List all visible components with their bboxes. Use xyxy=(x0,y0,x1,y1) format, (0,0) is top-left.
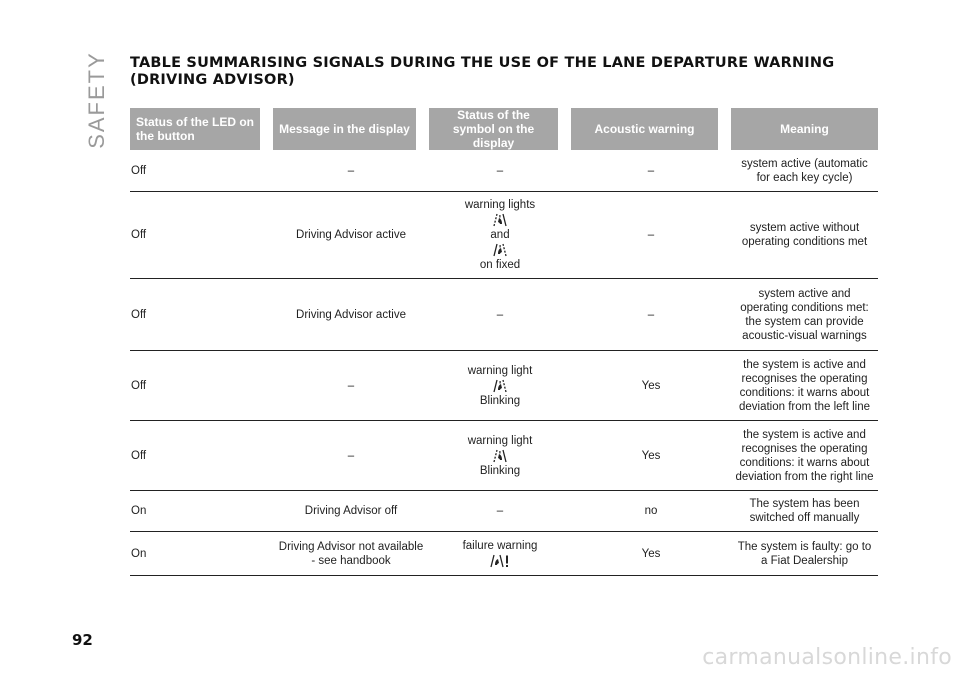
cell-led-status: Off xyxy=(130,421,273,491)
cell-symbol-status xyxy=(429,279,571,351)
symbol-text: Blinking xyxy=(479,464,521,477)
cell-symbol-status xyxy=(429,532,571,576)
header-message: Message in the display xyxy=(273,108,429,150)
cell-message: Driving Advisor not available - see handbook xyxy=(273,532,429,576)
cell-symbol-status xyxy=(429,421,571,491)
lane-left-icon xyxy=(493,243,507,257)
cell-acoustic-warning: Yes xyxy=(571,532,731,576)
cell-acoustic-warning: Yes xyxy=(571,421,731,491)
page-number: 92 xyxy=(72,631,93,649)
symbol-text: warning light xyxy=(467,364,533,377)
cell-acoustic-warning: Yes xyxy=(571,351,731,421)
cell-message: – xyxy=(273,421,429,491)
signals-table xyxy=(130,108,878,576)
table-row xyxy=(130,532,878,576)
cell-meaning: The system is faulty: go to a Fiat Dealership xyxy=(731,532,878,576)
cell-led-status: Off xyxy=(130,351,273,421)
cell-message: Driving Advisor active xyxy=(273,192,429,279)
symbol-text: and xyxy=(490,229,510,241)
header-symbol-status: Status of the symbol on the display xyxy=(429,108,571,150)
cell-meaning: system active (automatic for each key cycle) xyxy=(731,150,878,192)
page-title: TABLE SUMMARISING SIGNALS DURING THE USE OF THE LANE DEPARTURE WARNING (DRIVING ADVISOR) xyxy=(130,55,835,88)
cell-message: – xyxy=(273,351,429,421)
cell-meaning: the system is active and recognises the operating conditions: it warns about deviation from the left line xyxy=(731,351,878,421)
cell-led-status: Off xyxy=(130,150,273,192)
cell-acoustic-warning: – xyxy=(571,192,731,279)
cell-symbol-status xyxy=(429,150,571,192)
cell-meaning: The system has been switched off manually xyxy=(731,491,878,532)
table-row xyxy=(130,351,878,421)
table-row xyxy=(130,192,878,279)
symbol-text: – xyxy=(496,505,504,517)
cell-acoustic-warning: – xyxy=(571,279,731,351)
cell-symbol-status xyxy=(429,491,571,532)
table-row xyxy=(130,491,878,532)
table-row xyxy=(130,279,878,351)
table-row xyxy=(130,150,878,192)
header-acoustic-warning: Acoustic warning xyxy=(571,108,731,150)
header-meaning: Meaning xyxy=(731,108,878,150)
symbol-text: warning light xyxy=(467,434,533,447)
cell-message: Driving Advisor off xyxy=(273,491,429,532)
header-led-status: Status of the LED on the button xyxy=(130,108,273,150)
section-label: SAFETY xyxy=(84,51,110,149)
cell-led-status: On xyxy=(130,491,273,532)
cell-led-status: On xyxy=(130,532,273,576)
cell-led-status: Off xyxy=(130,279,273,351)
table-body xyxy=(130,150,878,576)
cell-meaning: system active and operating conditions met: the system can provide acoustic-visual warnings xyxy=(731,279,878,351)
symbol-text: failure warning xyxy=(462,539,538,552)
table-row xyxy=(130,421,878,491)
symbol-text: – xyxy=(496,308,504,321)
lane-failure-icon xyxy=(490,554,510,568)
cell-meaning: system active without operating conditions met xyxy=(731,192,878,279)
cell-acoustic-warning: no xyxy=(571,491,731,532)
symbol-text: on fixed xyxy=(479,259,521,271)
lane-right-icon xyxy=(493,449,507,463)
cell-led-status: Off xyxy=(130,192,273,279)
table-header-row xyxy=(130,108,878,150)
lane-left-icon xyxy=(493,379,507,393)
lane-right-icon xyxy=(493,213,507,227)
cell-message: Driving Advisor active xyxy=(273,279,429,351)
cell-meaning: the system is active and recognises the operating conditions: it warns about deviation from the right line xyxy=(731,421,878,491)
cell-acoustic-warning: – xyxy=(571,150,731,192)
cell-message: – xyxy=(273,150,429,192)
symbol-text: – xyxy=(496,164,504,177)
cell-symbol-status xyxy=(429,192,571,279)
cell-symbol-status xyxy=(429,351,571,421)
symbol-text: warning lights xyxy=(464,199,536,211)
watermark: carmanualsonline.info xyxy=(702,645,952,670)
symbol-text: Blinking xyxy=(479,394,521,407)
